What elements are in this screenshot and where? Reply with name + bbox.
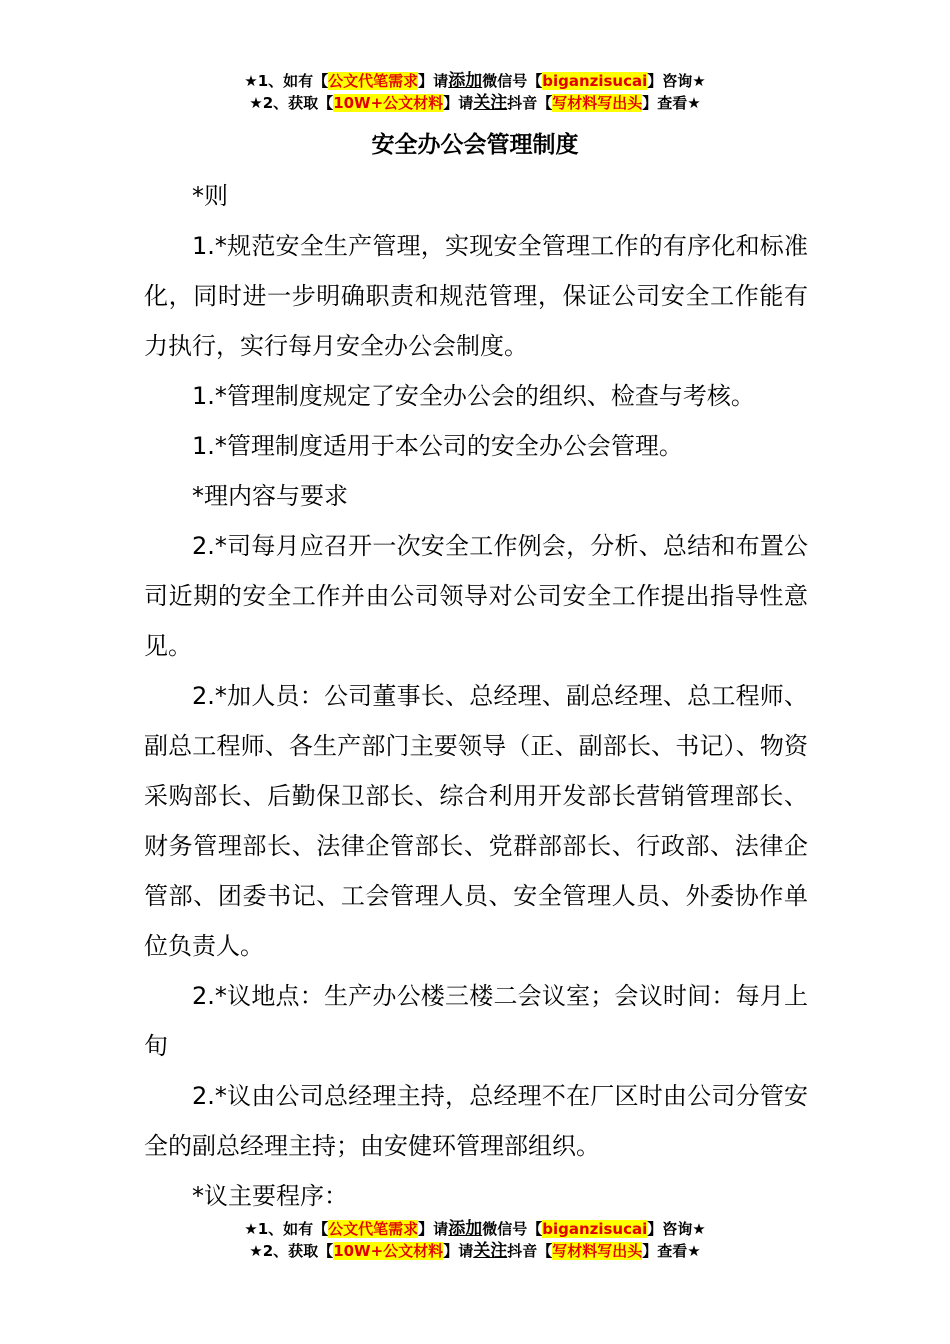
banner-text: 】咨询★	[647, 1220, 706, 1238]
banner-highlight: 10W+公文材料	[333, 1242, 444, 1260]
banner-text: ★2、获取【	[249, 94, 334, 112]
banner-text: ★2、获取【	[249, 1242, 334, 1260]
banner-emphasis: 添加	[448, 71, 483, 91]
banner-text: 】查看★	[642, 94, 701, 112]
paragraph: 2.*议由公司总经理主持，总经理不在厂区时由公司分管安全的副总经理主持；由安健环管理部组织。	[144, 1082, 808, 1160]
paragraph: *则	[192, 182, 228, 210]
header-banner	[0, 70, 950, 114]
banner-line-1	[0, 70, 950, 92]
banner-highlight: 写材料写出头	[552, 94, 643, 112]
banner-highlight: 公文代笔需求	[328, 1220, 419, 1238]
banner-text: 】请	[443, 1242, 474, 1260]
banner-text: 微信号【	[482, 1220, 543, 1238]
banner-text: 微信号【	[482, 72, 543, 90]
banner-text: 】请	[418, 72, 449, 90]
banner-line-1	[0, 1218, 950, 1240]
banner-text: 抖音【	[507, 1242, 553, 1260]
banner-text: 】查看★	[642, 1242, 701, 1260]
paragraph: 2.*加人员：公司董事长、总经理、副总经理、总工程师、副总工程师、各生产部门主要领导（正、副部长、书记）、物资采购部长、后勤保卫部长、综合利用开发部长营销管理部长、财务管理部长、法律企管部长、党群部部长、行政部、法律企管部、团委书记、工会管理人员、安全管理人员、外委协作单位负责人。	[144, 682, 808, 960]
paragraph: 1.*规范安全生产管理，实现安全管理工作的有序化和标准化，同时进一步明确职责和规范管理，保证公司安全工作能有力执行，实行每月安全办公会制度。	[144, 232, 808, 360]
banner-highlight: 公文代笔需求	[328, 72, 419, 90]
footer-banner	[0, 1218, 950, 1262]
banner-highlight: biganzisucai	[542, 1220, 648, 1238]
banner-emphasis: 关注	[473, 1241, 508, 1261]
document-title: 安全办公会管理制度	[371, 132, 579, 158]
banner-highlight: biganzisucai	[542, 72, 648, 90]
banner-highlight: 10W+公文材料	[333, 94, 444, 112]
document-body	[144, 171, 808, 1221]
banner-line-2	[0, 92, 950, 114]
paragraph: *议主要程序：	[192, 1182, 348, 1210]
banner-text: 】咨询★	[647, 72, 706, 90]
banner-text: 抖音【	[507, 94, 553, 112]
paragraph: 2.*司每月应召开一次安全工作例会，分析、总结和布置公司近期的安全工作并由公司领导对公司安全工作提出指导性意见。	[144, 532, 808, 660]
paragraph: 1.*管理制度规定了安全办公会的组织、检查与考核。	[192, 382, 755, 410]
banner-text: ★1、如有【	[244, 1220, 329, 1238]
banner-text: ★1、如有【	[244, 72, 329, 90]
banner-line-2	[0, 1240, 950, 1262]
banner-text: 】请	[443, 94, 474, 112]
paragraph: 2.*议地点：生产办公楼三楼二会议室；会议时间：每月上旬	[144, 982, 808, 1060]
paragraph: *理内容与要求	[192, 482, 348, 510]
banner-text: 】请	[418, 1220, 449, 1238]
paragraph: 1.*管理制度适用于本公司的安全办公会管理。	[192, 432, 683, 460]
banner-emphasis: 关注	[473, 93, 508, 113]
banner-highlight: 写材料写出头	[552, 1242, 643, 1260]
banner-emphasis: 添加	[448, 1219, 483, 1239]
